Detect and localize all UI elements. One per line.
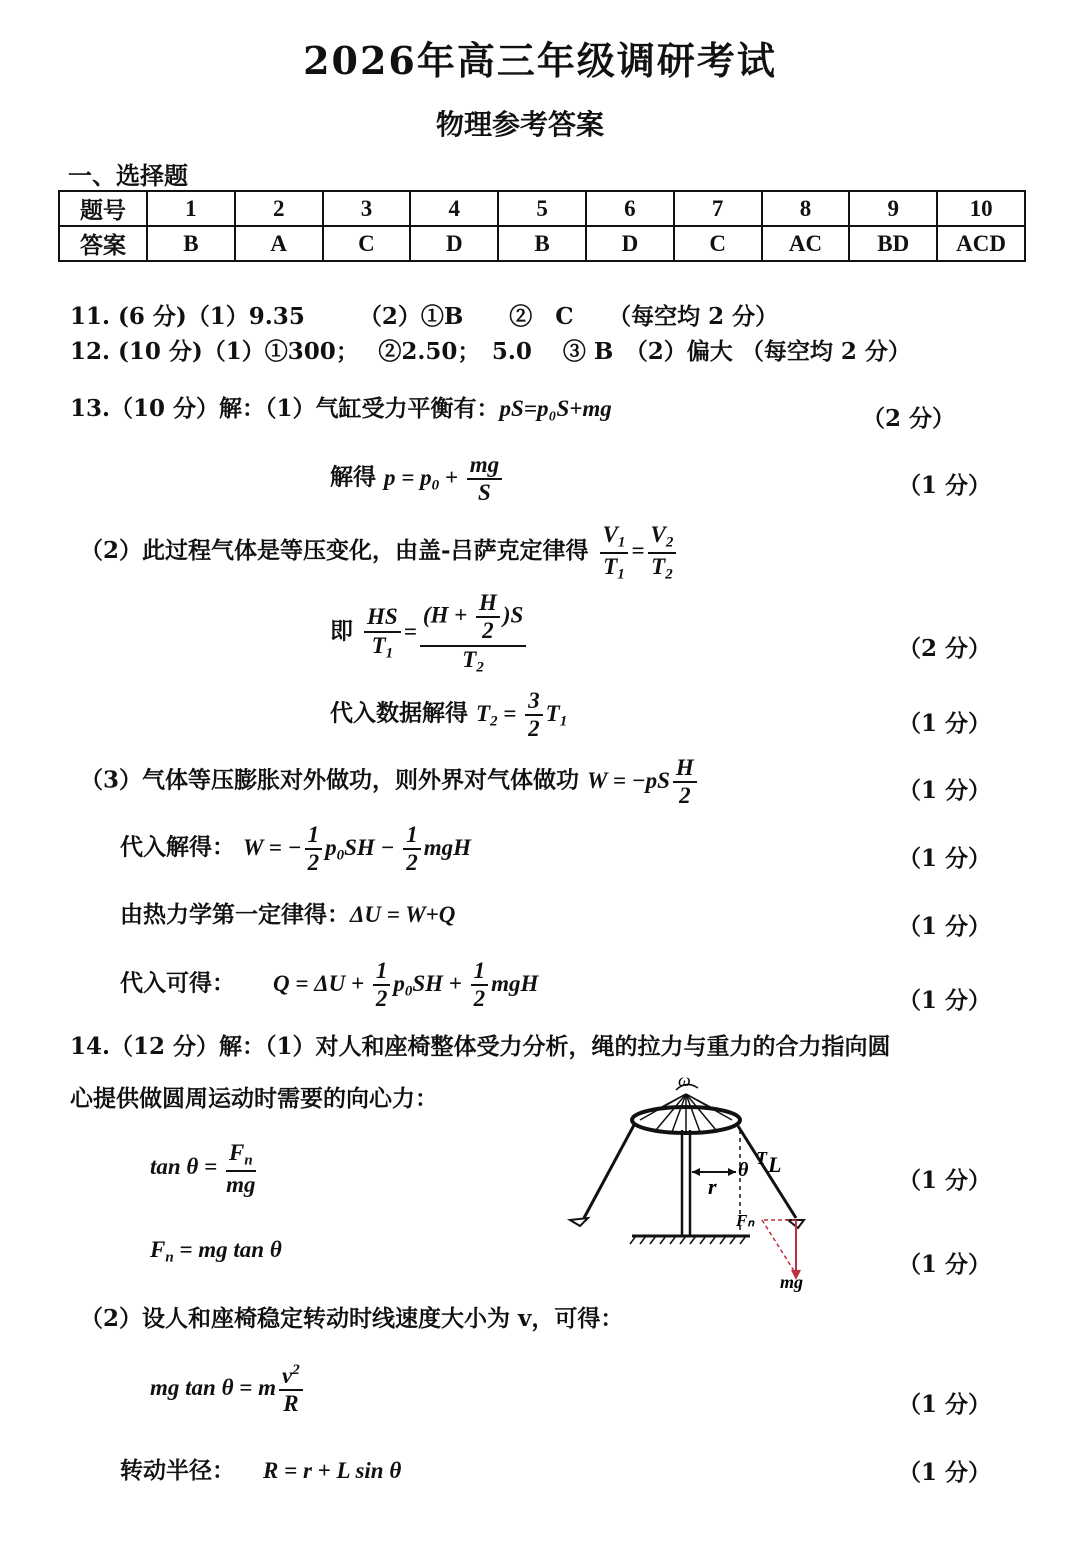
table-cell: 6 xyxy=(586,191,674,226)
table-cell: B xyxy=(147,226,235,261)
score: （1 分） xyxy=(898,710,992,737)
score: （1 分） xyxy=(898,987,992,1014)
label: 代入数据解得 xyxy=(330,699,468,727)
score: （1 分） xyxy=(898,1167,992,1194)
score: （1 分） xyxy=(898,1251,992,1278)
formula-t2: $T_2$ = $\frac{3}{2}$ $T_1$ xyxy=(476,688,568,742)
section-heading-multiple-choice: 一、选择题 xyxy=(68,161,188,190)
formula-fn: $F_n$ = mg tan θ xyxy=(150,1237,282,1266)
q14-radius-line xyxy=(120,1452,401,1485)
formula-work-result: W = − $\frac{1}{2}$ $p_0SH$ − $\frac{1}{2}$ mgH xyxy=(243,822,471,876)
score: （1 分） xyxy=(898,472,992,499)
fn-label: Fₙ xyxy=(736,1211,755,1230)
table-row-numbers xyxy=(59,191,1025,226)
table-cell: A xyxy=(235,226,323,261)
table-cell: 9 xyxy=(849,191,937,226)
left-rope xyxy=(584,1125,634,1218)
q13-part3-text: （3）气体等压膨胀对外做功，则外界对气体做功 xyxy=(80,766,580,794)
table-cell: 1 xyxy=(147,191,235,226)
page-subtitle: 物理参考答案 xyxy=(435,108,604,141)
q14-line2: 心提供做圆周运动时需要的向心力： xyxy=(70,1085,438,1112)
table-row-answers xyxy=(59,226,1025,261)
canopy-spokes xyxy=(640,1094,732,1133)
formula-tan-theta: tan θ = $\frac{F_n}{mg}$ xyxy=(150,1140,256,1197)
score: （2 分） xyxy=(862,405,956,432)
table-cell: 5 xyxy=(498,191,586,226)
q13-part2-text: （2）此过程气体是等压变化，由盖-吕萨克定律得 xyxy=(80,536,589,564)
q11-answer-line: 11. (6 分)（1）9.35 （2）①B ② C （每空均 2 分） xyxy=(70,303,779,330)
q12-answer-line: 12. (10 分)（1）①300； ②2.50； 5.0 ③ B （2）偏大 （每空均 2 分） xyxy=(70,338,911,365)
label: 转动半径： xyxy=(120,1457,235,1484)
q13-intro-text: 13.（10 分）解：（1）气缸受力平衡有： xyxy=(70,395,500,422)
length-label: L xyxy=(768,1152,782,1177)
score: （1 分） xyxy=(898,1459,992,1486)
q13-part3-line xyxy=(80,755,700,810)
table-cell: 7 xyxy=(674,191,762,226)
score: （1 分） xyxy=(898,1391,992,1418)
formula-work: W = −pS $\frac{H}{2}$ xyxy=(587,768,700,793)
tension-label: T xyxy=(756,1148,767,1168)
score: （1 分） xyxy=(898,777,992,804)
q13-first-law-line xyxy=(120,896,455,929)
q14-line1: 14.（12 分）解：（1）对人和座椅整体受力分析，绳的拉力与重力的合力指向圆 xyxy=(70,1033,891,1060)
q14-centripetal-line xyxy=(150,1362,306,1418)
formula-gay-lussac: $\frac{V_1}{T_1}$ = $\frac{V_2}{T_2}$ xyxy=(597,538,680,563)
r-arrowhead xyxy=(728,1168,736,1176)
table-row-label: 答案 xyxy=(59,226,147,261)
q14-tan-line xyxy=(150,1140,259,1198)
table-cell: 8 xyxy=(762,191,850,226)
table-row-label: 题号 xyxy=(59,191,147,226)
resultant-dashed xyxy=(762,1220,796,1274)
formula-centripetal: mg tan θ = m $\frac{v^2}{R}$ xyxy=(150,1375,306,1400)
q13-substitute-line xyxy=(330,688,567,743)
theta-label: θ xyxy=(738,1159,749,1181)
q13-result-line xyxy=(120,958,538,1013)
q14-fn-line xyxy=(150,1236,282,1266)
q13-intro xyxy=(70,390,612,423)
label: 由热力学第一定律得： xyxy=(120,901,350,928)
swing-ride-diagram xyxy=(560,1068,820,1298)
table-cell: ACD xyxy=(937,226,1025,261)
table-cell: B xyxy=(498,226,586,261)
table-cell: 2 xyxy=(235,191,323,226)
q14-part2-line: （2）设人和座椅稳定转动时线速度大小为 v，可得： xyxy=(80,1305,624,1332)
page-title: 2026年高三年级调研考试 xyxy=(303,38,777,83)
label: 代入可得： xyxy=(120,969,235,997)
r-arrowhead xyxy=(692,1168,700,1176)
table-cell: D xyxy=(586,226,674,261)
table-cell: 10 xyxy=(937,191,1025,226)
table-cell: 4 xyxy=(410,191,498,226)
formula-heat: Q = ΔU + $\frac{1}{2}$ $p_0SH$ + $\frac{1}{2}$ mgH xyxy=(273,958,539,1012)
omega-label: ω xyxy=(678,1070,691,1090)
q13-eq1: pS=p₀S+mg xyxy=(499,396,612,421)
label: 代入解得： xyxy=(120,833,235,861)
score: （1 分） xyxy=(898,913,992,940)
table-cell: D xyxy=(410,226,498,261)
table-cell: BD xyxy=(849,226,937,261)
r-label: r xyxy=(708,1174,717,1199)
table-cell: C xyxy=(674,226,762,261)
formula-first-law: ΔU = W+Q xyxy=(350,902,456,927)
q13-ji-line xyxy=(330,590,529,677)
left-seat xyxy=(570,1218,588,1226)
table-cell: AC xyxy=(762,226,850,261)
label: 解得 xyxy=(330,463,376,491)
label: 即 xyxy=(330,617,353,645)
q13-substitute2-line xyxy=(120,822,471,877)
table-cell: C xyxy=(323,226,411,261)
score: （2 分） xyxy=(898,635,992,662)
q13-solve-line xyxy=(330,452,505,507)
mg-label: mg xyxy=(780,1272,804,1292)
score: （1 分） xyxy=(898,845,992,872)
q13-part2-line xyxy=(80,522,679,583)
formula-p: $p = p_0$ + $\frac{mg}{S}$ xyxy=(384,465,505,490)
answer-table xyxy=(58,190,1026,262)
table-cell: 3 xyxy=(323,191,411,226)
formula-volume-ratio: $\frac{HS}{T_1}$ = (H + $\frac{H}{2}$ )S $T_2$ xyxy=(361,619,529,644)
formula-radius: R = r + L sin θ xyxy=(263,1458,402,1483)
